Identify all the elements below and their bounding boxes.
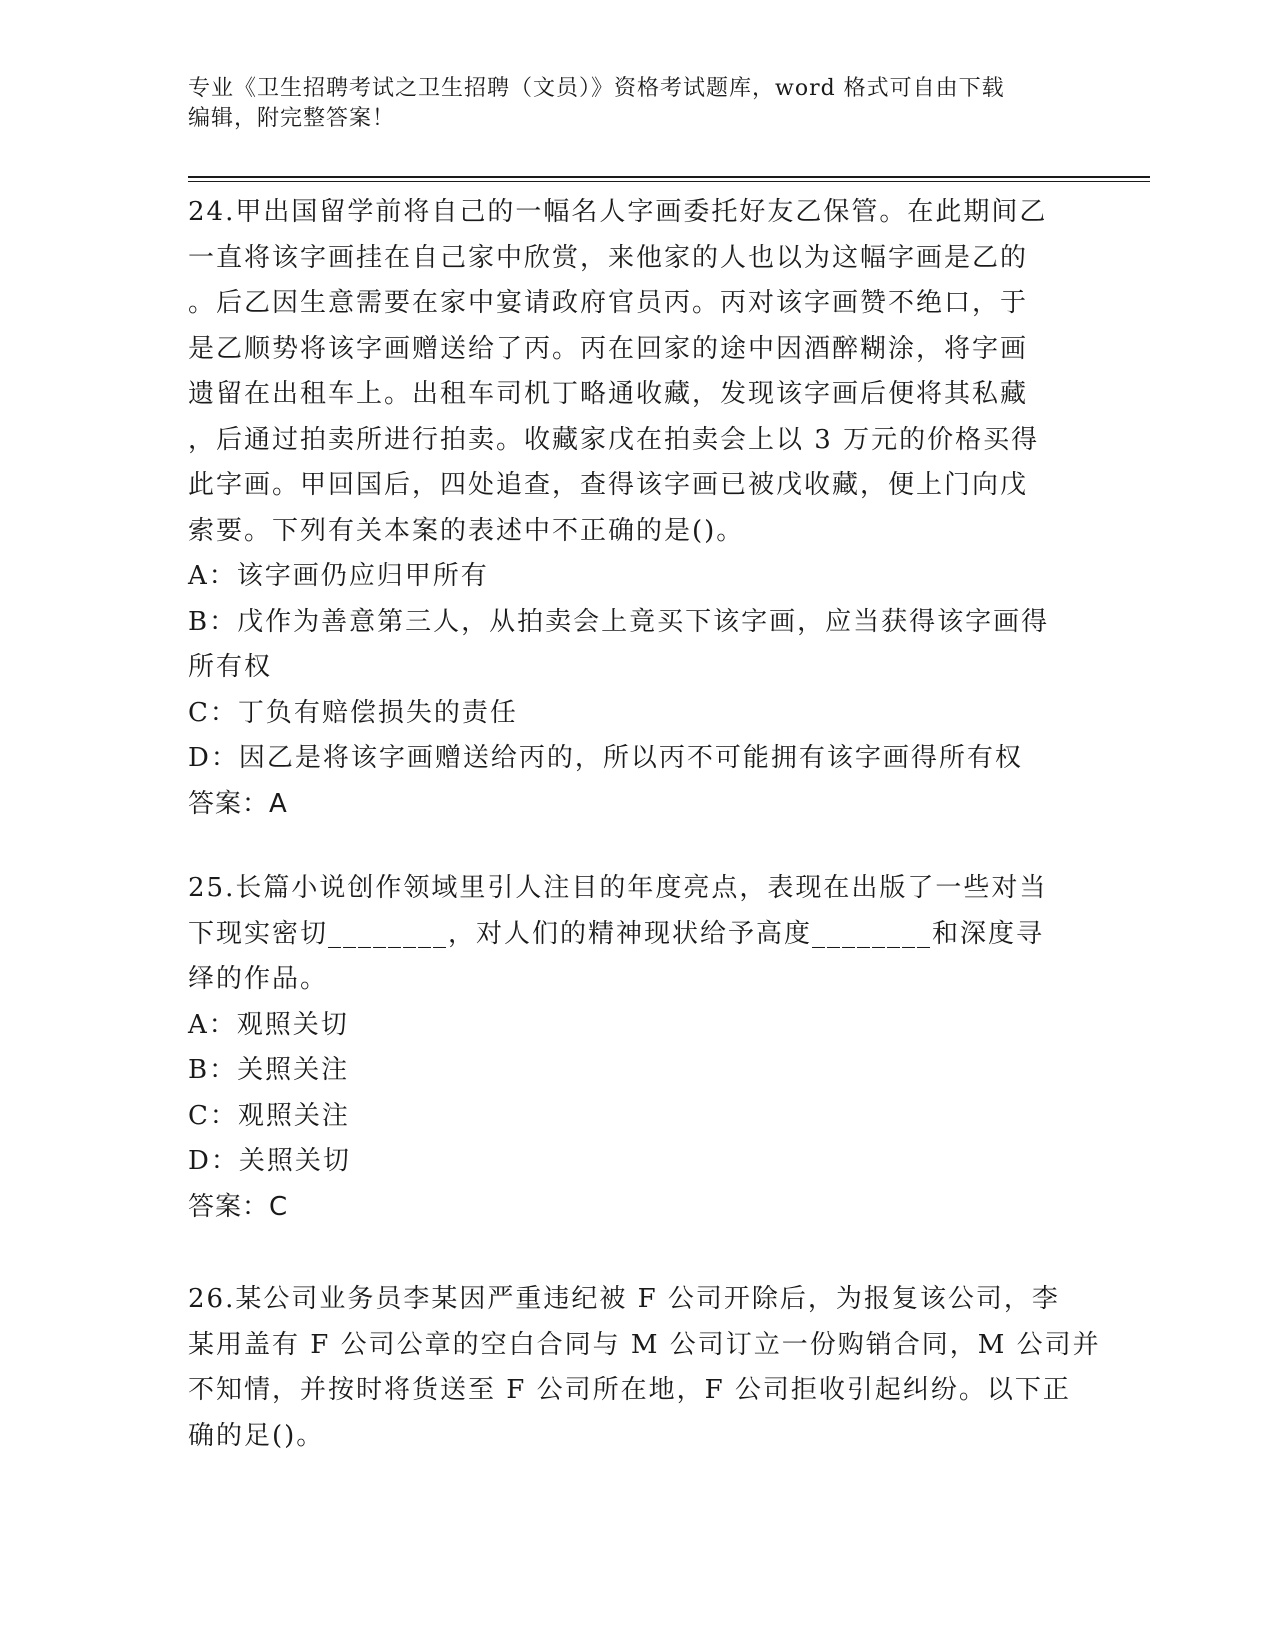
option-d: D：关照关切 — [188, 1146, 351, 1176]
header-divider-thin — [188, 181, 1150, 182]
question-stem-line: 26.某公司业务员李某因严重违纪被 F 公司开除后，为报复该公司，李 — [188, 1284, 1060, 1314]
question-stem-line: 不知情，并按时将货送至 F 公司所在地，F 公司拒收引起纠纷。以下正 — [188, 1375, 1071, 1405]
option-b: B：戊作为善意第三人，从拍卖会上竟买下该字画，应当获得该字画得 — [188, 606, 1050, 637]
question-stem-line: 索要。下列有关本案的表述中不正确的是()。 — [188, 515, 745, 546]
option-c: C：丁负有赔偿损失的责任 — [188, 697, 518, 728]
question-stem-line: 绎的作品。 — [188, 964, 329, 994]
question-stem-line: 某用盖有 F 公司公章的空白合同与 M 公司订立一份购销合同，M 公司并 — [188, 1329, 1101, 1360]
document-header — [188, 74, 1088, 134]
question-stem-line: 下现实密切________，对人们的精神现状给予高度________和深度寻 — [188, 918, 1045, 949]
question-stem-line: 25.长篇小说创作领域里引人注目的年度亮点，表现在出版了一些对当 — [188, 873, 1048, 903]
question-stem-line: 是乙顺势将该字画赠送给了丙。丙在回家的途中因酒醉糊涂，将字画 — [188, 333, 1029, 364]
option-c: C：观照关注 — [188, 1100, 350, 1131]
option-b: B：关照关注 — [188, 1055, 350, 1085]
question-stem-line: 此字画。甲回国后，四处追查，查得该字画已被戊收藏，便上门向戊 — [188, 470, 1029, 500]
question-stem-line: 。后乙因生意需要在家中宴请政府官员丙。丙对该字画赞不绝口，于 — [188, 288, 1029, 318]
header-line-2: 编辑，附完整答案！ — [188, 106, 396, 131]
answer-label: 答案：C — [188, 1191, 289, 1222]
question-stem-line: 一直将该字画挂在自己家中欣赏，来他家的人也以为这幅字画是乙的 — [188, 242, 1029, 273]
question-stem-line: 遗留在出租车上。出租车司机丁略通收藏，发现该字画后便将其私藏 — [188, 379, 1029, 409]
option-d: D：因乙是将该字画赠送给丙的，所以丙不可能拥有该字画得所有权 — [188, 743, 1023, 773]
option-a: A：观照关切 — [188, 1009, 349, 1040]
header-line-1: 专业《卫生招聘考试之卫生招聘（文员）》资格考试题库，word 格式可自由下载 — [188, 76, 1005, 101]
option-b-continued: 所有权 — [188, 652, 273, 682]
question-25 — [188, 866, 1088, 1230]
header-divider-thick — [188, 176, 1150, 178]
question-stem-line: ，后通过拍卖所进行拍卖。收藏家戊在拍卖会上以 3 万元的价格买得 — [188, 424, 1040, 455]
option-a: A：该字画仍应归甲所有 — [188, 561, 489, 591]
question-26 — [188, 1277, 1101, 1459]
question-stem-line: 确的足()。 — [188, 1420, 325, 1451]
answer-label: 答案：A — [188, 788, 288, 819]
question-stem-line: 24.甲出国留学前将自己的一幅名人字画委托好友乙保管。在此期间乙 — [188, 197, 1048, 227]
question-24 — [188, 190, 1088, 827]
